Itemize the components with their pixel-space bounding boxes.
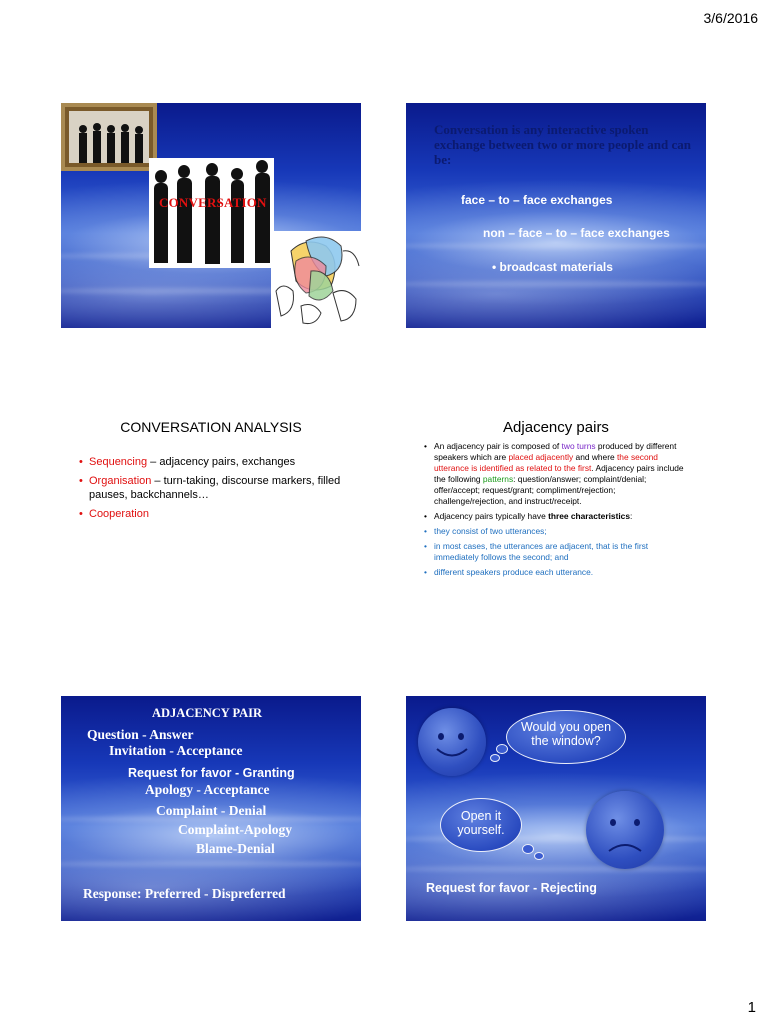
slide4-bullet-list <box>424 441 684 582</box>
slide3-title: CONVERSATION ANALYSIS <box>120 419 302 435</box>
speech-bubble-request: Would you open the window? <box>506 710 626 764</box>
thought-dot <box>522 844 534 854</box>
list-item: • Organisation – turn-taking, discourse markers, filled pauses, backchannels… <box>79 474 349 502</box>
slide-request-rejecting <box>406 696 706 921</box>
speech-bubble-reply: Open it yourself. <box>440 798 522 852</box>
slide6-caption: Request for favor - Rejecting <box>426 881 597 895</box>
slide-adjacency-pair-examples <box>61 696 361 921</box>
slide2-title: Conversation is any interactive spoken exchange between two or more people and can be: <box>434 122 691 167</box>
slide5-line: Invitation - Acceptance <box>109 743 243 758</box>
slide4-title: Adjacency pairs <box>503 419 609 436</box>
list-item: • Adjacency pairs typically have three characteristics: <box>424 511 684 522</box>
slide2-line-broadcast: • broadcast materials <box>492 260 613 274</box>
slide-adjacency-pairs <box>406 407 706 632</box>
silhouettes-photo <box>149 158 274 268</box>
slide2-line-face-to-face: face – to – face exchanges <box>461 193 613 207</box>
slide5-footer: Response: Preferred - Dispreferred <box>83 886 286 901</box>
list-item: • Cooperation <box>79 507 349 521</box>
thought-dot <box>490 754 500 762</box>
sketch-faces-image <box>271 231 361 328</box>
list-item: • in most cases, the utterances are adjacent, that is the first immediately follows the second; and <box>424 541 684 563</box>
slide-conversation-image <box>61 103 361 328</box>
slide3-bullet-list <box>79 455 349 526</box>
framed-photo <box>61 103 157 171</box>
list-item: • they consist of two utterances; <box>424 526 684 537</box>
list-item: • different speakers produce each utterance. <box>424 567 684 578</box>
slide-conversation-definition <box>406 103 706 328</box>
slide2-line-non-face-to-face: non – face – to – face exchanges <box>483 226 670 240</box>
happy-face-icon <box>418 708 486 776</box>
slide5-title: ADJACENCY PAIR <box>152 706 263 720</box>
list-item: • An adjacency pair is composed of two turns produced by different speakers which are placed adjacently and where the second utterance is identified as related to the first. Adjacency pairs include the following patterns: question/answer; complaint/denial; offer/accept; request/grant; compliment/rejection; challenge/rejection, and instruct/receipt. <box>424 441 684 507</box>
slide5-line: Request for favor - Granting <box>128 766 295 780</box>
list-item: • Sequencing – adjacency pairs, exchanges <box>79 455 349 469</box>
conversation-label: CONVERSATION <box>159 195 267 210</box>
document-date: 3/6/2016 <box>703 10 758 26</box>
page-number: 1 <box>747 999 756 1016</box>
sad-face-icon <box>586 791 664 869</box>
slide5-line: Apology - Acceptance <box>145 782 270 797</box>
slide5-line: Blame-Denial <box>196 841 275 856</box>
thought-dot <box>534 852 544 860</box>
slide5-line: Complaint-Apology <box>178 822 293 837</box>
slide5-line: Complaint - Denial <box>156 803 267 818</box>
slide-conversation-analysis <box>61 407 361 632</box>
slide5-line: Question - Answer <box>87 727 194 742</box>
